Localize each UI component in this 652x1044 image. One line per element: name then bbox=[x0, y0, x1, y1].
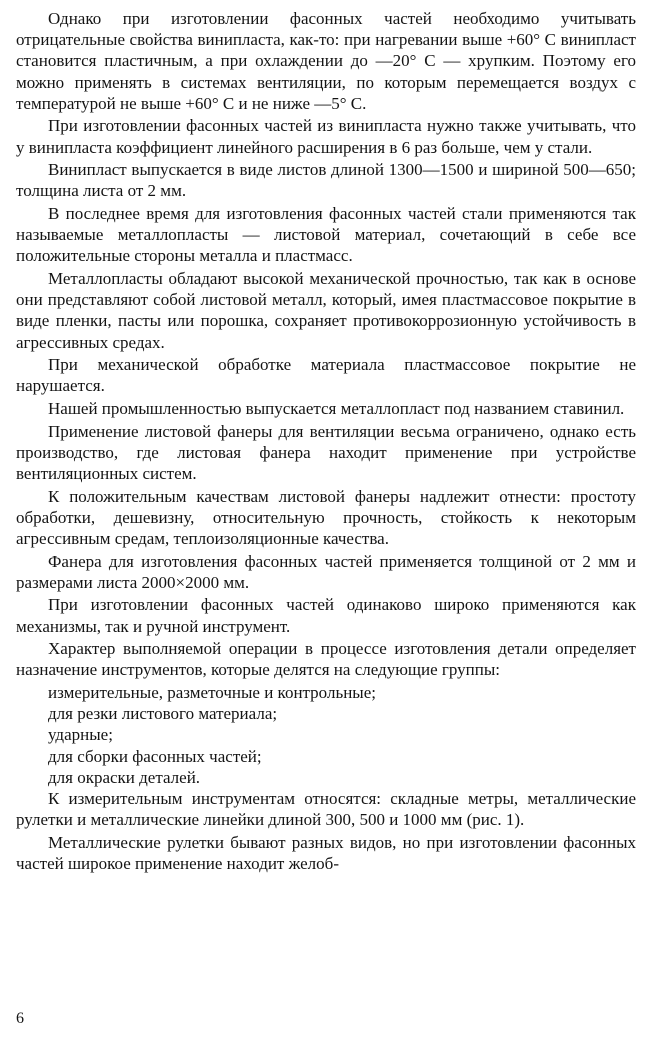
paragraph: При механической обработке материала пластмассовое покрытие не нарушается. bbox=[16, 355, 636, 396]
page-number: 6 bbox=[16, 1010, 24, 1027]
paragraph: Характер выполняемой операции в процессе изготовления детали определяет назначение инструментов, которые делятся на следующие группы: bbox=[16, 639, 636, 680]
list-item: для резки листового материала; bbox=[48, 704, 278, 724]
list-item: измерительные, разметочные и контрольные; bbox=[48, 682, 376, 702]
tool-group-list bbox=[16, 682, 636, 788]
paragraph: К измерительным инструментам относятся: складные метры, металлические рулетки и металлические линейки длиной 300, 500 и 1000 мм (рис. 1). bbox=[16, 789, 636, 830]
page-text bbox=[16, 8, 636, 874]
paragraph: При изготовлении фасонных частей из винипласта нужно также учитывать, что у винипласта коэффициент линейного расширения в 6 раз больше, чем у стали. bbox=[16, 116, 636, 157]
paragraph: Применение листовой фанеры для вентиляции весьма ограничено, однако есть производство, где листовая фанера находит применение при устройстве вентиляционных систем. bbox=[16, 421, 636, 483]
paragraph: Фанера для изготовления фасонных частей применяется толщиной от 2 мм и размерами листа 2000×2000 мм. bbox=[16, 551, 636, 592]
paragraph: Металлопласты обладают высокой механической прочностью, так как в основе они представляют собой листовой металл, который, имея пластмассовое покрытие в виде пленки, пасты или порошка, сохраняет противокоррозионную устойчивость в агрессивных средах. bbox=[16, 269, 636, 352]
list-item: для окраски деталей. bbox=[48, 767, 201, 787]
paragraph: Однако при изготовлении фасонных частей необходимо учитывать отрицательные свойства винипласта, как-то: при нагревании выше +60° С винипласт становится пластичным, а при охлаждении до —20° С — хрупким. Поэтому его можно применять в системах вентиляции, по которым перемещается воздух с температурой не выше +60° С и не ниже —5° С. bbox=[16, 9, 636, 113]
list-item: ударные; bbox=[48, 725, 113, 745]
paragraph: Металлические рулетки бывают разных видов, но при изготовлении фасонных частей широкое применение находит желоб- bbox=[16, 832, 636, 873]
paragraph: К положительным качествам листовой фанеры надлежит отнести: простоту обработки, дешевизну, относительную прочность, стойкость к некоторым агрессивным средам, теплоизоляционные качества. bbox=[16, 486, 636, 548]
list-item: для сборки фасонных частей; bbox=[48, 746, 262, 766]
paragraph: В последнее время для изготовления фасонных частей стали применяются так называемые металлопласты — листовой материал, сочетающий в себе все положительные стороны металла и пластмасс. bbox=[16, 204, 636, 266]
paragraph: Винипласт выпускается в виде листов длиной 1300—1500 и шириной 500—650; толщина листа от 2 мм. bbox=[16, 160, 636, 201]
paragraph: При изготовлении фасонных частей одинаково широко применяются как механизмы, так и ручной инструмент. bbox=[16, 595, 636, 636]
paragraph: Нашей промышленностью выпускается металлопласт под названием ставинил. bbox=[48, 399, 625, 418]
